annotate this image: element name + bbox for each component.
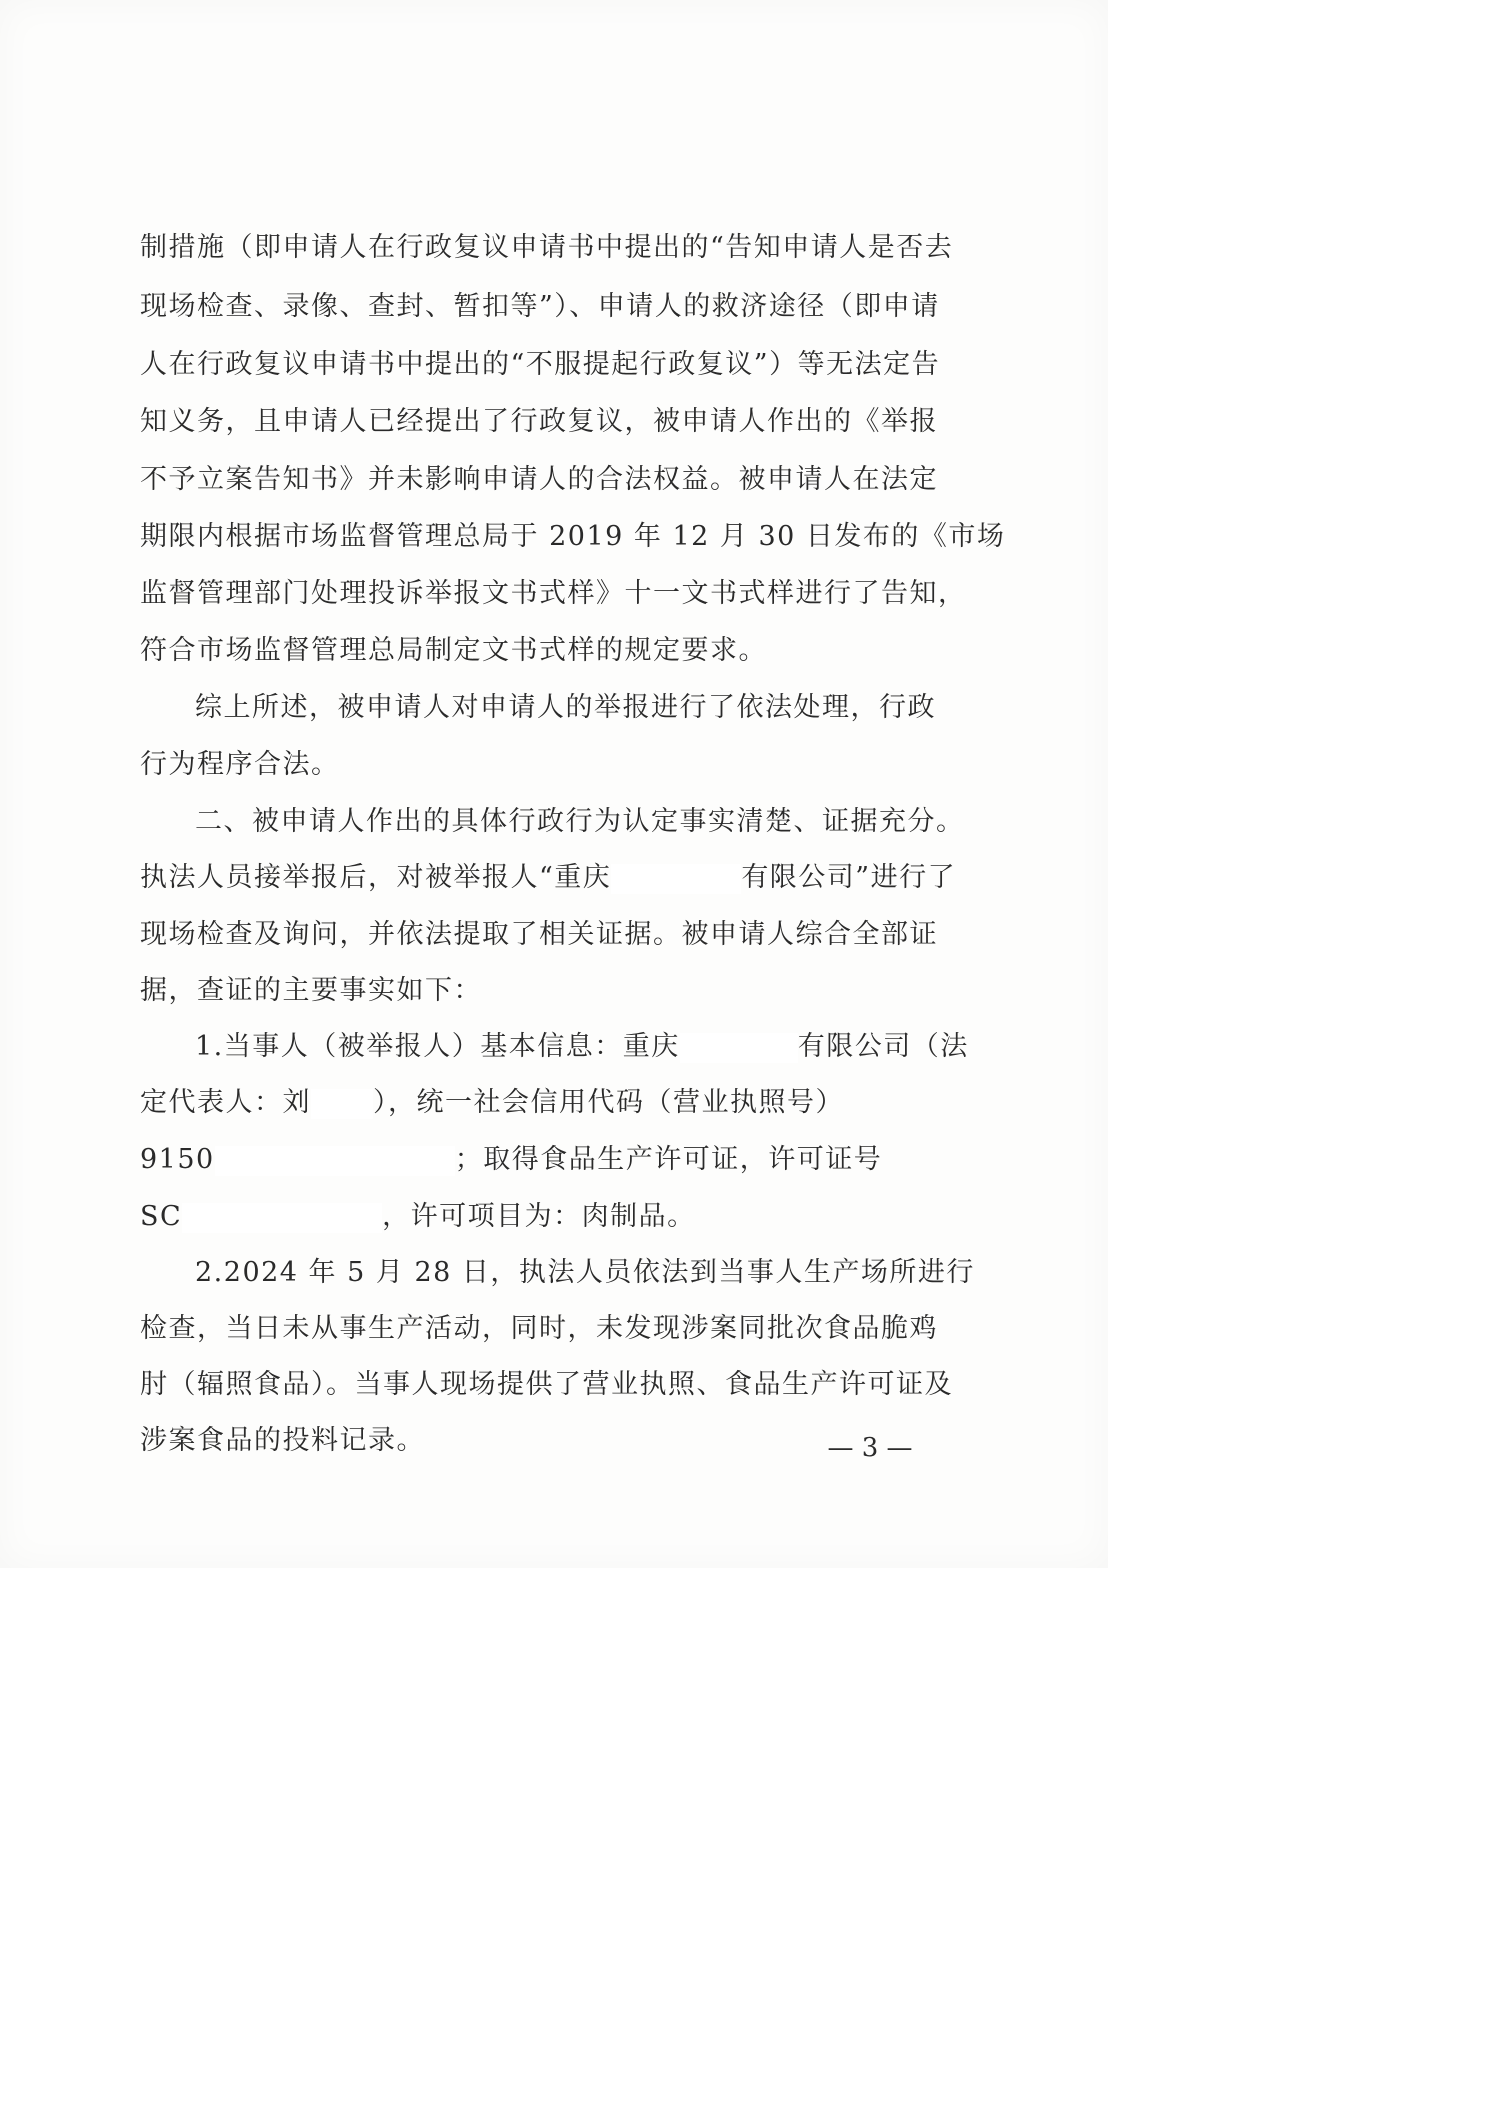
body-text-line: 制措施（即申请人在行政复议申请书中提出的“告知申请人是否去 bbox=[140, 232, 954, 263]
body-text-line: 检查，当日未从事生产活动，同时，未发现涉案同批次食品脆鸡 bbox=[140, 1313, 938, 1344]
line-segment: 有限公司（法 bbox=[797, 1031, 969, 1062]
body-text-line: 据，查证的主要事实如下： bbox=[140, 975, 482, 1006]
line-segment: ，许可项目为：肉制品。 bbox=[382, 1201, 696, 1232]
section-heading: 二、被申请人作出的具体行政行为认定事实清楚、证据充分。 bbox=[195, 806, 965, 837]
body-text-line: 知义务，且申请人已经提出了行政复议，被申请人作出的《举报 bbox=[140, 406, 938, 437]
body-text-line: 期限内根据市场监督管理总局于 2019 年 12 月 30 日发布的《市场 bbox=[140, 521, 1006, 552]
page-number: — 3 — bbox=[827, 1433, 913, 1463]
redaction-box bbox=[680, 1033, 798, 1063]
body-text-line: 现场检查、录像、查封、暂扣等”）、申请人的救济途径（即申请 bbox=[140, 291, 940, 322]
line-segment: SC bbox=[140, 1201, 183, 1232]
body-text-line bbox=[140, 1140, 970, 1180]
body-text-line bbox=[140, 858, 970, 898]
redaction-box bbox=[215, 1146, 455, 1176]
redaction-box bbox=[182, 1203, 382, 1233]
body-text-line bbox=[195, 1027, 970, 1067]
line-segment: ；取得食品生产许可证，许可证号 bbox=[454, 1144, 883, 1175]
line-segment: 执法人员接举报后，对被举报人“重庆 bbox=[140, 862, 612, 893]
body-text-line: 符合市场监督管理总局制定文书式样的规定要求。 bbox=[140, 635, 767, 666]
body-text-line: 2.2024 年 5 月 28 日，执法人员依法到当事人生产场所进行 bbox=[195, 1257, 975, 1288]
line-segment: 1.当事人（被举报人）基本信息：重庆 bbox=[195, 1031, 680, 1062]
body-text-line: 涉案食品的投料记录。 bbox=[140, 1425, 425, 1456]
line-segment: 有限公司”进行了 bbox=[741, 862, 957, 893]
body-text-line: 人在行政复议申请书中提出的“不服提起行政复议”）等无法定告 bbox=[140, 349, 941, 380]
body-text-line: 现场检查及询问，并依法提取了相关证据。被申请人综合全部证 bbox=[140, 919, 938, 950]
line-segment: ），统一社会信用代码（营业执照号） bbox=[373, 1087, 844, 1118]
body-text-line bbox=[140, 1197, 970, 1237]
redaction-box bbox=[311, 1089, 373, 1119]
redaction-box bbox=[611, 864, 741, 894]
body-text-line bbox=[140, 1083, 970, 1123]
line-segment: 9150 bbox=[140, 1144, 215, 1175]
line-segment: 定代表人：刘 bbox=[140, 1087, 311, 1118]
body-text-line: 监督管理部门处理投诉举报文书式样》十一文书式样进行了告知， bbox=[140, 578, 967, 609]
body-text-line: 综上所述，被申请人对申请人的举报进行了依法处理，行政 bbox=[195, 692, 936, 723]
body-text-line: 不予立案告知书》并未影响申请人的合法权益。被申请人在法定 bbox=[140, 464, 938, 495]
body-text-line: 肘（辐照食品）。当事人现场提供了营业执照、食品生产许可证及 bbox=[140, 1369, 953, 1400]
body-text-line: 行为程序合法。 bbox=[140, 749, 340, 780]
